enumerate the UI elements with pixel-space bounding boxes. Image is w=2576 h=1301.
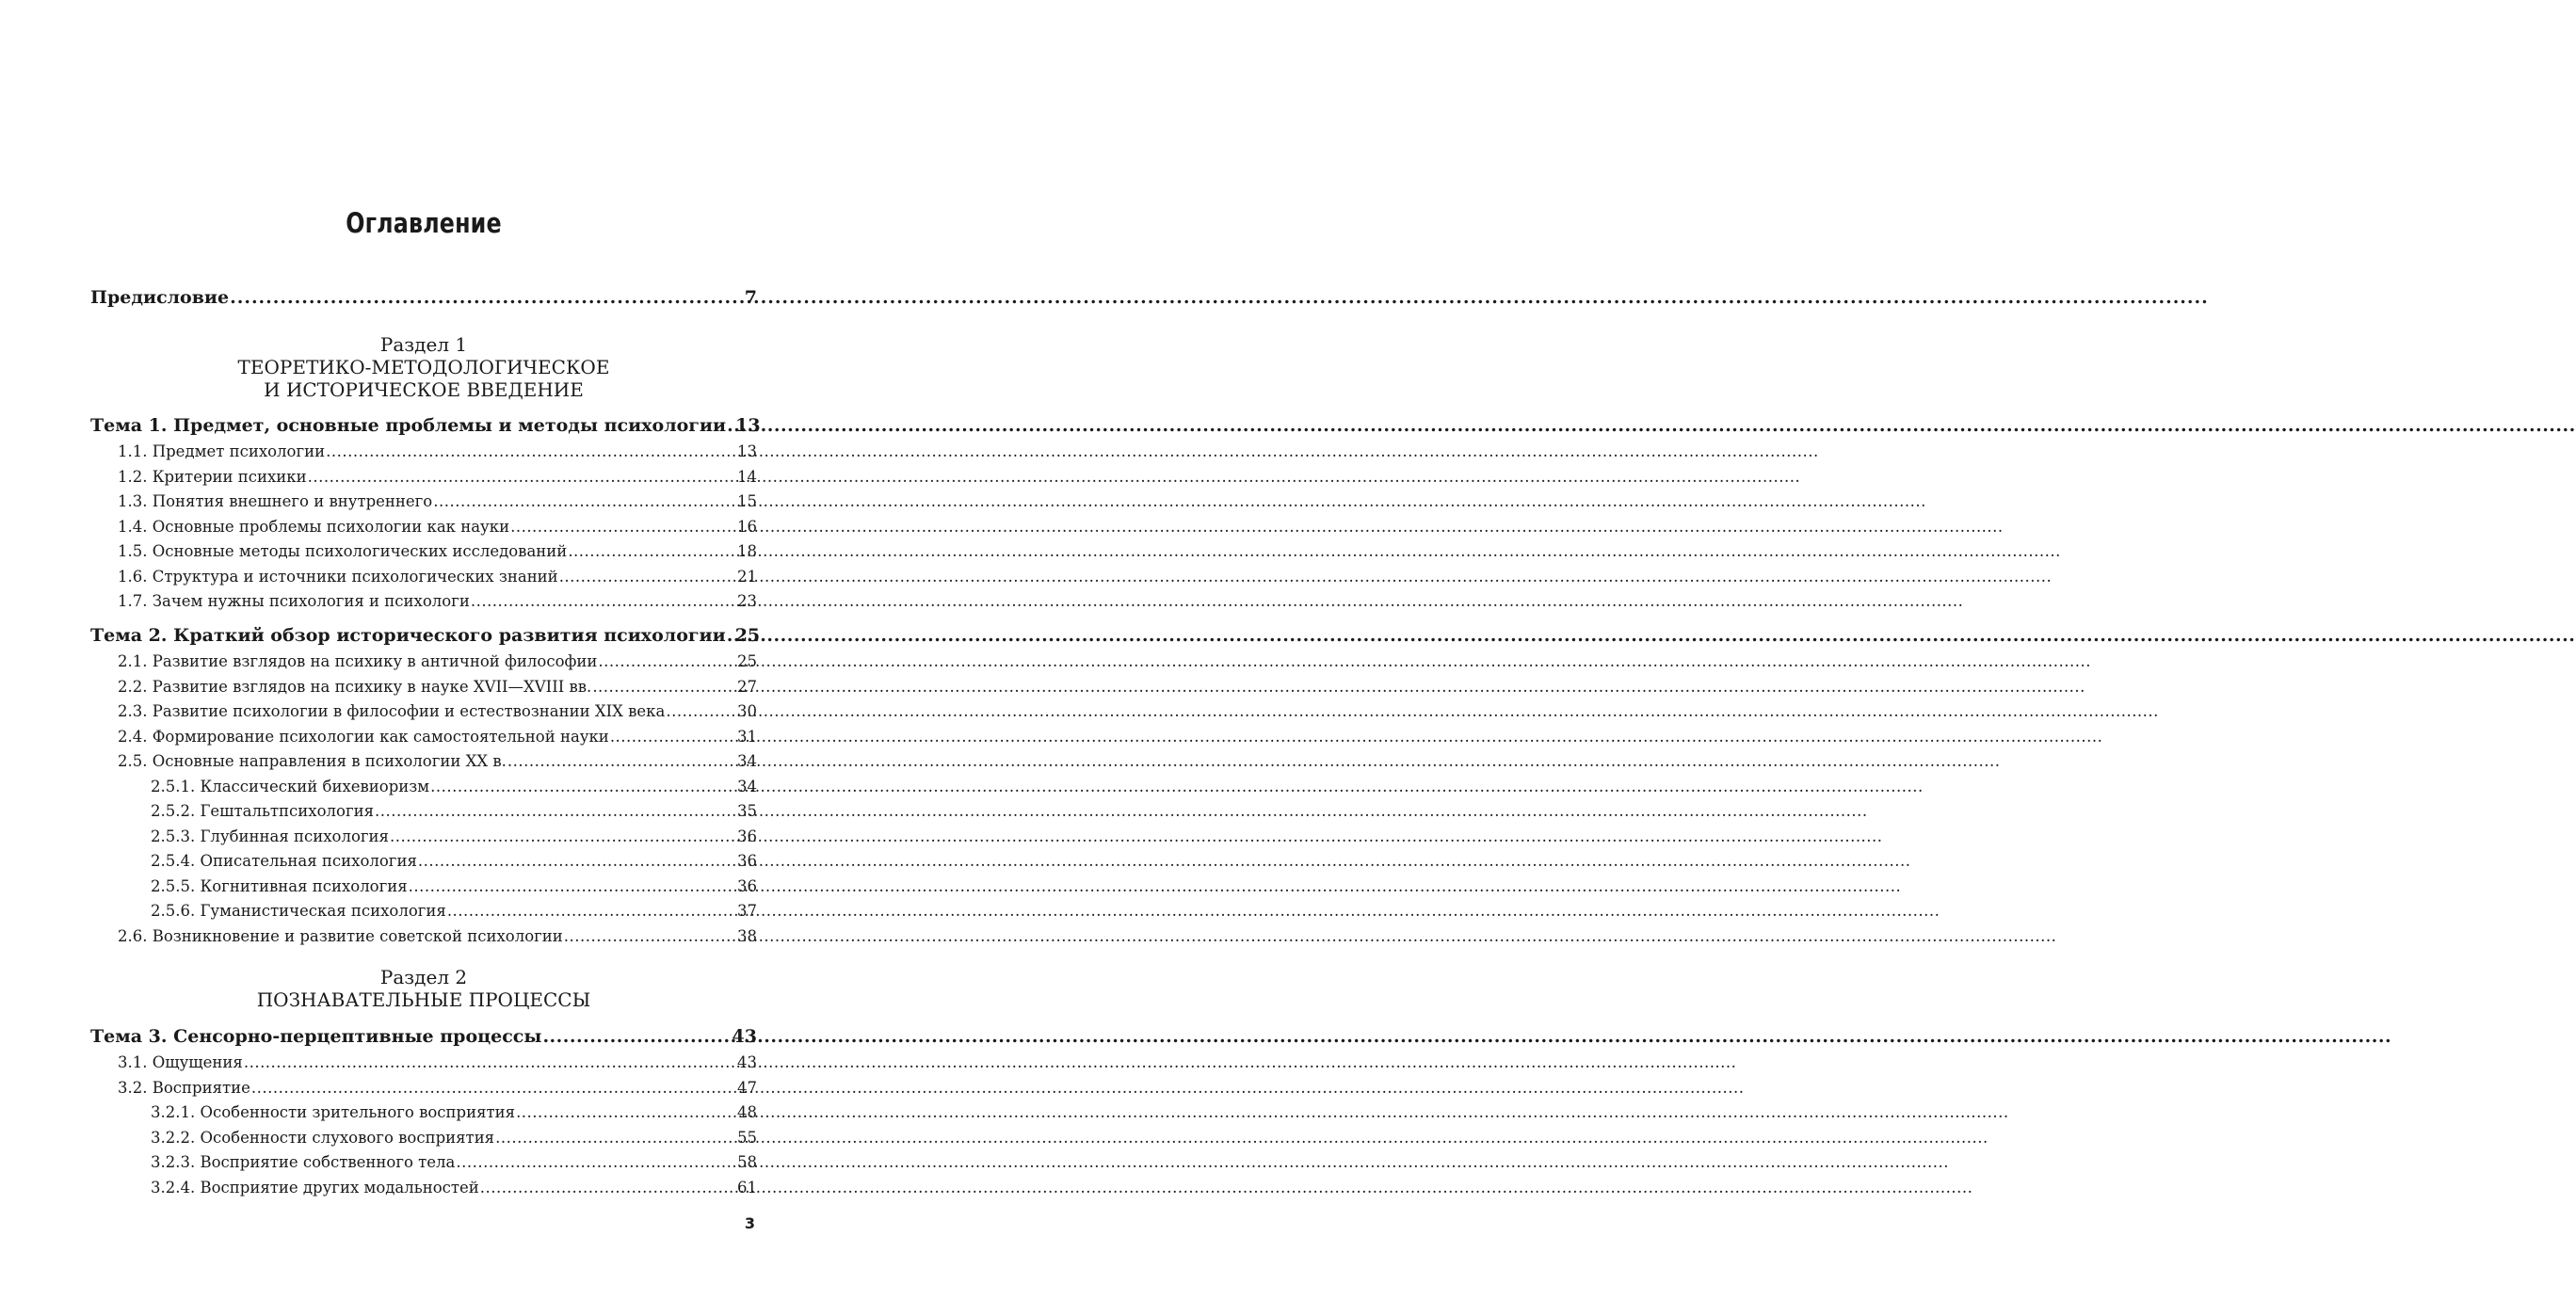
toc-page: 7 bbox=[744, 287, 757, 308]
leader-dots bbox=[495, 1126, 736, 1151]
toc-item[interactable] bbox=[90, 565, 757, 590]
toc-subitem[interactable] bbox=[90, 825, 757, 850]
toc-page: 25 bbox=[734, 625, 761, 646]
toc-item[interactable] bbox=[90, 515, 757, 540]
leader-dots bbox=[542, 1022, 731, 1051]
toc-label: 2.5.5. Когнитивная психология bbox=[151, 876, 408, 895]
toc-page: 34 bbox=[737, 752, 757, 770]
page-title: Оглавление bbox=[346, 207, 502, 239]
toc-label: 2.4. Формирование психологии как самостоятельной науки bbox=[118, 727, 609, 746]
toc-label: 2.5.2. Гештальтпсихология bbox=[151, 802, 375, 820]
leader-dots bbox=[433, 490, 736, 515]
toc-subitem[interactable] bbox=[90, 899, 757, 924]
toc-label: 3.2.2. Особенности слухового восприятия bbox=[151, 1128, 495, 1147]
toc-page: 61 bbox=[737, 1178, 757, 1197]
leader-dots bbox=[568, 539, 736, 565]
toc-page: 36 bbox=[737, 852, 757, 870]
toc-label: Предисловие bbox=[90, 287, 230, 308]
toc-item[interactable] bbox=[90, 490, 757, 515]
section-2-heading bbox=[0, 966, 847, 1011]
leader-dots bbox=[598, 650, 736, 675]
section-title-line: ТЕОРЕТИКО-МЕТОДОЛОГИЧЕСКОЕ bbox=[237, 356, 610, 378]
toc-subitem[interactable] bbox=[90, 775, 757, 800]
toc-subitem[interactable] bbox=[90, 1150, 757, 1176]
toc-label: 1.4. Основные проблемы психологии как науки bbox=[118, 517, 510, 536]
toc-item[interactable] bbox=[90, 675, 757, 700]
toc-page: 16 bbox=[737, 517, 757, 536]
toc-label: 2.2. Развитие взглядов на психику в науке XVII—XVIII вв. bbox=[118, 677, 592, 696]
toc-label: 3.2. Восприятие bbox=[118, 1078, 250, 1097]
toc-page: 58 bbox=[737, 1153, 757, 1171]
page-number: 3 bbox=[744, 1214, 755, 1232]
leader-dots bbox=[230, 287, 744, 308]
toc-label: 1.3. Понятия внешнего и внутреннего bbox=[118, 492, 433, 510]
toc-item[interactable] bbox=[90, 699, 757, 725]
leader-dots bbox=[375, 799, 736, 825]
toc-label: 2.5. Основные направления в психологии XX в. bbox=[118, 752, 507, 770]
toc-page: 36 bbox=[737, 827, 757, 845]
toc-topic-2[interactable] bbox=[90, 621, 761, 650]
leader-dots bbox=[516, 1100, 736, 1126]
toc-subitem[interactable] bbox=[90, 799, 757, 825]
leader-dots bbox=[409, 875, 736, 900]
toc-page: 14 bbox=[737, 467, 757, 486]
toc-page: 31 bbox=[737, 727, 757, 746]
topic-3-block bbox=[90, 1022, 757, 1200]
toc-label: 1.2. Критерии психики bbox=[118, 467, 307, 486]
toc-item[interactable] bbox=[90, 650, 757, 675]
toc-label: 3.2.4. Восприятие других модальностей bbox=[151, 1178, 479, 1197]
toc-page: 23 bbox=[737, 592, 757, 610]
toc-page: 36 bbox=[737, 876, 757, 895]
toc-label: 2.1. Развитие взглядов на психику в античной философии bbox=[118, 652, 598, 670]
leader-dots bbox=[471, 589, 736, 615]
toc-label: 2.5.6. Гуманистическая психология bbox=[151, 902, 446, 920]
toc-label: 2.5.3. Глубинная психология bbox=[151, 827, 389, 845]
toc-label: 2.6. Возникновение и развитие советской психологии bbox=[118, 926, 563, 945]
toc-page: 27 bbox=[737, 677, 757, 696]
toc-label: Тема 3. Сенсорно-перцептивные процессы bbox=[90, 1026, 542, 1047]
toc-page: 25 bbox=[737, 652, 757, 670]
toc-item[interactable] bbox=[90, 1076, 757, 1101]
toc-label: 1.7. Зачем нужны психология и психологи bbox=[118, 592, 470, 610]
leader-dots bbox=[507, 749, 736, 775]
leader-dots bbox=[456, 1150, 736, 1176]
toc-subitem[interactable] bbox=[90, 849, 757, 875]
toc-page: 15 bbox=[737, 492, 757, 510]
toc-subitem[interactable] bbox=[90, 1100, 757, 1126]
toc-item[interactable] bbox=[90, 725, 757, 750]
leader-dots bbox=[251, 1076, 736, 1101]
leader-dots bbox=[559, 565, 736, 590]
toc-label: 2.5.1. Классический бихевиоризм bbox=[151, 777, 430, 795]
toc-item[interactable] bbox=[90, 924, 757, 950]
toc-page: 43 bbox=[732, 1026, 757, 1047]
toc-page: 43 bbox=[737, 1053, 757, 1071]
toc-item[interactable] bbox=[90, 539, 757, 565]
toc-label: 1.5. Основные методы психологических исследований bbox=[118, 542, 568, 560]
toc-label: 2.3. Развитие психологии в философии и естествознании XIX века bbox=[118, 702, 666, 720]
toc-subitem[interactable] bbox=[90, 1176, 757, 1201]
leader-dots bbox=[418, 849, 736, 875]
toc-topic-3[interactable] bbox=[90, 1022, 757, 1051]
leader-dots bbox=[326, 440, 736, 465]
leader-dots bbox=[480, 1176, 736, 1201]
toc-label: 3.2.1. Особенности зрительного восприятия bbox=[151, 1103, 516, 1121]
toc-item[interactable] bbox=[90, 440, 757, 465]
toc-page: 13 bbox=[735, 415, 761, 436]
toc-page: 13 bbox=[737, 442, 757, 460]
toc-item[interactable] bbox=[90, 589, 757, 615]
toc-label: Тема 1. Предмет, основные проблемы и методы психологии bbox=[90, 415, 727, 436]
toc-item[interactable] bbox=[90, 1051, 757, 1076]
toc-page: 18 bbox=[737, 542, 757, 560]
leader-dots bbox=[430, 775, 736, 800]
leader-dots bbox=[666, 699, 736, 725]
leader-dots bbox=[564, 924, 736, 950]
toc-label: 1.6. Структура и источники психологических знаний bbox=[118, 567, 558, 586]
toc-page: 55 bbox=[737, 1128, 757, 1147]
leader-dots bbox=[308, 465, 736, 490]
toc-label: 3.1. Ощущения bbox=[118, 1053, 243, 1071]
toc-page: 38 bbox=[737, 926, 757, 945]
toc-item[interactable] bbox=[90, 465, 757, 490]
toc-page: 47 bbox=[737, 1078, 757, 1097]
toc-subitem[interactable] bbox=[90, 875, 757, 900]
leader-dots bbox=[390, 825, 736, 850]
toc-page: 34 bbox=[737, 777, 757, 795]
toc-page: 37 bbox=[737, 902, 757, 920]
toc-label: Тема 2. Краткий обзор исторического развития психологии bbox=[90, 625, 726, 646]
leader-dots bbox=[244, 1051, 736, 1076]
leader-dots bbox=[510, 515, 736, 540]
toc-subitem[interactable] bbox=[90, 1126, 757, 1151]
toc-preface[interactable] bbox=[90, 287, 757, 315]
section-number: Раздел 1 bbox=[379, 333, 468, 356]
section-title-line: И ИСТОРИЧЕСКОЕ ВВЕДЕНИЕ bbox=[264, 378, 584, 401]
section-1-heading bbox=[0, 333, 847, 401]
toc-page: 30 bbox=[737, 702, 757, 720]
toc-page: 21 bbox=[737, 567, 757, 586]
topic-2-block bbox=[90, 621, 761, 949]
leader-dots bbox=[592, 675, 736, 700]
topic-1-block bbox=[90, 411, 761, 615]
toc-label: 2.5.4. Описательная психология bbox=[151, 852, 417, 870]
toc-item[interactable] bbox=[90, 749, 757, 775]
leader-dots bbox=[727, 411, 734, 440]
leader-dots bbox=[447, 899, 736, 924]
toc-label: 1.1. Предмет психологии bbox=[118, 442, 326, 460]
section-number: Раздел 2 bbox=[379, 966, 468, 988]
section-title-line: ПОЗНАВАТЕЛЬНЫЕ ПРОЦЕССЫ bbox=[256, 988, 591, 1011]
leader-dots bbox=[610, 725, 736, 750]
leader-dots bbox=[727, 621, 734, 650]
toc-topic-1[interactable] bbox=[90, 411, 761, 440]
toc-label: 3.2.3. Восприятие собственного тела bbox=[151, 1153, 456, 1171]
toc-page: 35 bbox=[737, 802, 757, 820]
toc-page: 48 bbox=[737, 1103, 757, 1121]
